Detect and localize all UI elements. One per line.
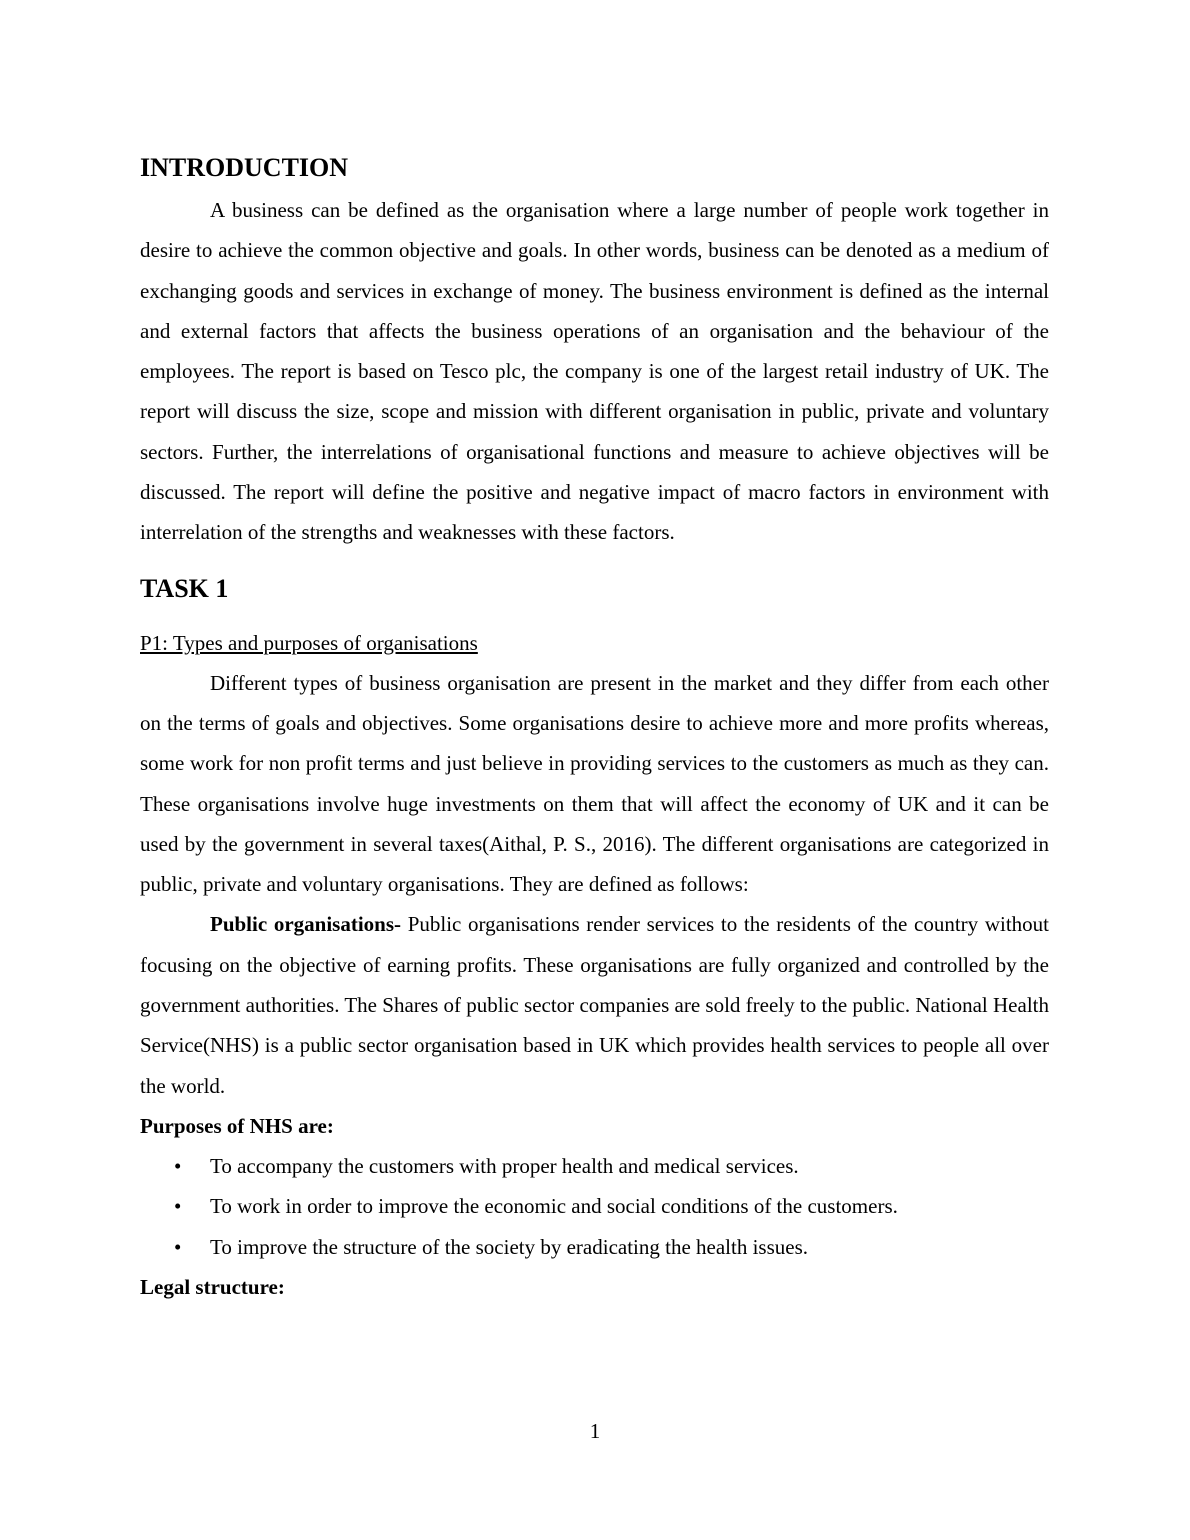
- list-item-text: To improve the structure of the society by eradicating the health issues.: [210, 1234, 809, 1259]
- public-organisations-label: Public organisations-: [210, 912, 402, 937]
- page-number: 1: [589, 1419, 601, 1443]
- nhs-purposes-heading: Purposes of NHS are:: [140, 1113, 334, 1138]
- nhs-purposes-list: [140, 1146, 1049, 1268]
- bullet-icon: •: [174, 1153, 182, 1178]
- bullet-icon: •: [174, 1234, 182, 1259]
- public-organisations-text: Public organisations render services to the residents of the country without focusing on the objective of earning profits. These organisations are fully organized and controlled by the government authorities. The Shares of public sector companies are sold freely to the public. National Health Service(NHS) is a public sector organisation based in UK which provides health services to people all over the world.: [140, 912, 1050, 1098]
- list-item-text: To work in order to improve the economic and social conditions of the customers.: [210, 1194, 898, 1219]
- introduction-paragraph: A business can be defined as the organisation where a large number of people work together in desire to achieve the common objective and goals. In other words, business can be denoted as a medium of exchanging goods and services in exchange of money. The business environment is defined as the internal and external factors that affects the business operations of an organisation and the behaviour of the employees. The report is based on Tesco plc, the company is one of the largest retail industry of UK. The report will discuss the size, scope and mission with different organisation in public, private and voluntary sectors. Further, the interrelations of organisational functions and measure to achieve objectives will be discussed. The report will define the positive and negative impact of macro factors in environment with interrelation of the strengths and weaknesses with these factors.: [140, 198, 1049, 545]
- p1-subheading: P1: Types and purposes of organisations: [140, 630, 478, 655]
- public-organisations-paragraph: [140, 904, 1049, 1105]
- list-item: [140, 1186, 1049, 1227]
- list-item: [140, 1146, 1049, 1187]
- legal-structure-heading: Legal structure:: [140, 1275, 285, 1300]
- bullet-icon: •: [174, 1194, 182, 1219]
- document-page: [140, 150, 1049, 1307]
- task1-heading: TASK 1: [140, 573, 229, 603]
- introduction-heading: INTRODUCTION: [140, 153, 349, 182]
- list-item-text: To accompany the customers with proper health and medical services.: [210, 1153, 799, 1178]
- list-item: [140, 1227, 1049, 1268]
- organisation-types-paragraph: Different types of business organisation are present in the market and they differ from each other on the terms of goals and objectives. Some organisations desire to achieve more and more profits whereas, some work for non profit terms and just believe in providing services to the customers as much as they can. These organisations involve huge investments on them that will affect the economy of UK and it can be used by the government in several taxes(Aithal, P. S., 2016). The different organisations are categorized in public, private and voluntary organisations. They are defined as follows:: [140, 670, 1049, 897]
